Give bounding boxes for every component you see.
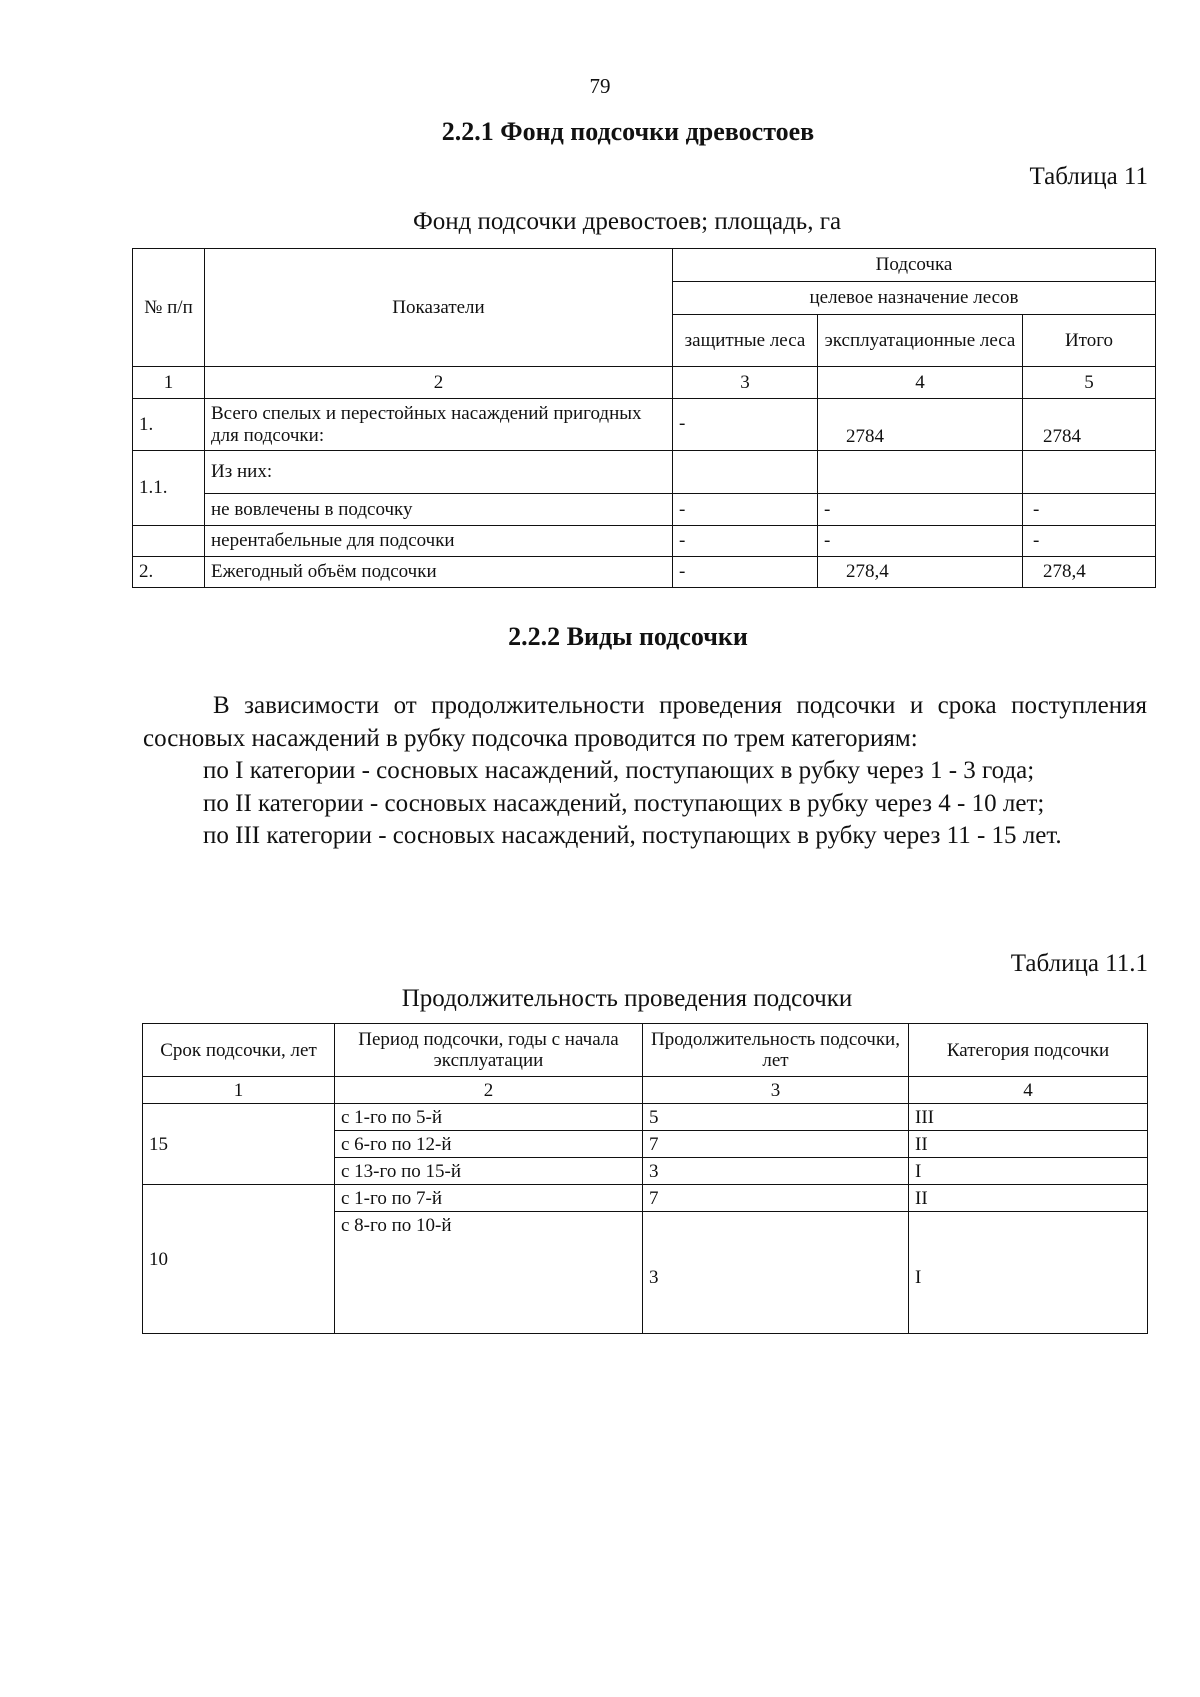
section-title-types: 2.2.2 Виды подсочки	[508, 622, 748, 651]
row-total: 2784	[1023, 399, 1156, 451]
row-duration: 3	[643, 1158, 909, 1185]
table-row	[143, 1104, 1148, 1131]
header-exploitation: эксплуатационные леса	[818, 315, 1023, 367]
row-duration: 7	[643, 1131, 909, 1158]
row-protective	[673, 451, 818, 494]
row-category: I	[909, 1212, 1148, 1334]
row-total: 278,4	[1023, 557, 1156, 588]
row-protective: -	[673, 494, 818, 526]
header-category: Категория подсочки	[909, 1024, 1148, 1077]
table-row	[133, 399, 1156, 451]
row-protective: -	[673, 399, 818, 451]
col-number: 5	[1023, 367, 1156, 399]
row-name: Всего спелых и перестойных насаждений пригодных для подсочки:	[205, 399, 673, 451]
row-num: 1.1.	[133, 451, 205, 526]
header-total: Итого	[1023, 315, 1156, 367]
header-period: Период подсочки, годы с начала эксплуатации	[335, 1024, 643, 1077]
row-exploitation: 278,4	[818, 557, 1023, 588]
row-term: 10	[143, 1185, 335, 1334]
row-period: с 1-го по 5-й	[335, 1104, 643, 1131]
paragraph: по II категории - сосновых насаждений, поступающих в рубку через 4 - 10 лет;	[203, 789, 1045, 817]
col-number: 4	[818, 367, 1023, 399]
paragraph: по I категории - сосновых насаждений, поступающих в рубку через 1 - 3 года;	[203, 757, 1035, 784]
row-category: II	[909, 1131, 1148, 1158]
row-protective: -	[673, 557, 818, 588]
table-11-1-label: Таблица 11.1	[1010, 950, 1148, 977]
col-number: 1	[133, 367, 205, 399]
row-category: II	[909, 1185, 1148, 1212]
row-exploitation: -	[818, 494, 1023, 526]
row-period: с 13-го по 15-й	[335, 1158, 643, 1185]
row-num: 1.	[133, 399, 205, 451]
table-row	[133, 451, 1156, 494]
row-duration: 3	[643, 1212, 909, 1334]
row-total	[1023, 451, 1156, 494]
header-num: № п/п	[133, 249, 205, 367]
header-duration: Продолжительность подсочки, лет	[643, 1024, 909, 1077]
header-indicators: Показатели	[205, 249, 673, 367]
header-purpose: целевое назначение лесов	[673, 282, 1156, 315]
row-name: Ежегодный объём подсочки	[205, 557, 673, 588]
table-11-1-caption: Продолжительность проведения подсочки	[401, 985, 853, 1012]
table-row	[133, 557, 1156, 588]
header-protective: защитные леса	[673, 315, 818, 367]
tapping-duration-table	[142, 1023, 1148, 1334]
page-number: 79	[589, 74, 611, 98]
section-title-fund: 2.2.1 Фонд подсочки древостоев	[441, 117, 815, 146]
col-number: 1	[143, 1077, 335, 1104]
row-period: с 8-го по 10-й	[335, 1212, 643, 1334]
table-row	[143, 1185, 1148, 1212]
row-name: Из них:	[205, 451, 673, 494]
row-exploitation	[818, 451, 1023, 494]
paragraph: по III категории - сосновых насаждений, поступающих в рубку через 11 - 15 лет.	[203, 822, 1062, 849]
row-category: III	[909, 1104, 1148, 1131]
row-term: 15	[143, 1104, 335, 1185]
row-num: 2.	[133, 557, 205, 588]
col-number: 2	[205, 367, 673, 399]
row-total: -	[1023, 526, 1156, 557]
col-number: 4	[909, 1077, 1148, 1104]
row-period: с 1-го по 7-й	[335, 1185, 643, 1212]
col-number: 3	[643, 1077, 909, 1104]
row-duration: 7	[643, 1185, 909, 1212]
body-text	[143, 690, 1147, 853]
row-duration: 5	[643, 1104, 909, 1131]
row-num	[133, 526, 205, 557]
row-name: не вовлечены в подсочку	[205, 494, 673, 526]
header-podsochka: Подсочка	[673, 249, 1156, 282]
paragraph: В зависимости от продолжительности проведения подсочки и срока поступления сосновых насаждений в рубку подсочка проводится по трем категориям:	[143, 692, 1147, 752]
row-total: -	[1023, 494, 1156, 526]
row-category: I	[909, 1158, 1148, 1185]
col-number: 2	[335, 1077, 643, 1104]
table-row	[133, 526, 1156, 557]
row-name: нерентабельные для подсочки	[205, 526, 673, 557]
table-row	[133, 494, 1156, 526]
tapping-fund-table	[132, 248, 1156, 588]
row-period: с 6-го по 12-й	[335, 1131, 643, 1158]
table-11-label: Таблица 11	[1029, 163, 1148, 190]
row-exploitation: 2784	[818, 399, 1023, 451]
row-protective: -	[673, 526, 818, 557]
header-term: Срок подсочки, лет	[143, 1024, 335, 1077]
row-exploitation: -	[818, 526, 1023, 557]
table-11-caption: Фонд подсочки древостоев; площадь, га	[412, 208, 842, 235]
col-number: 3	[673, 367, 818, 399]
